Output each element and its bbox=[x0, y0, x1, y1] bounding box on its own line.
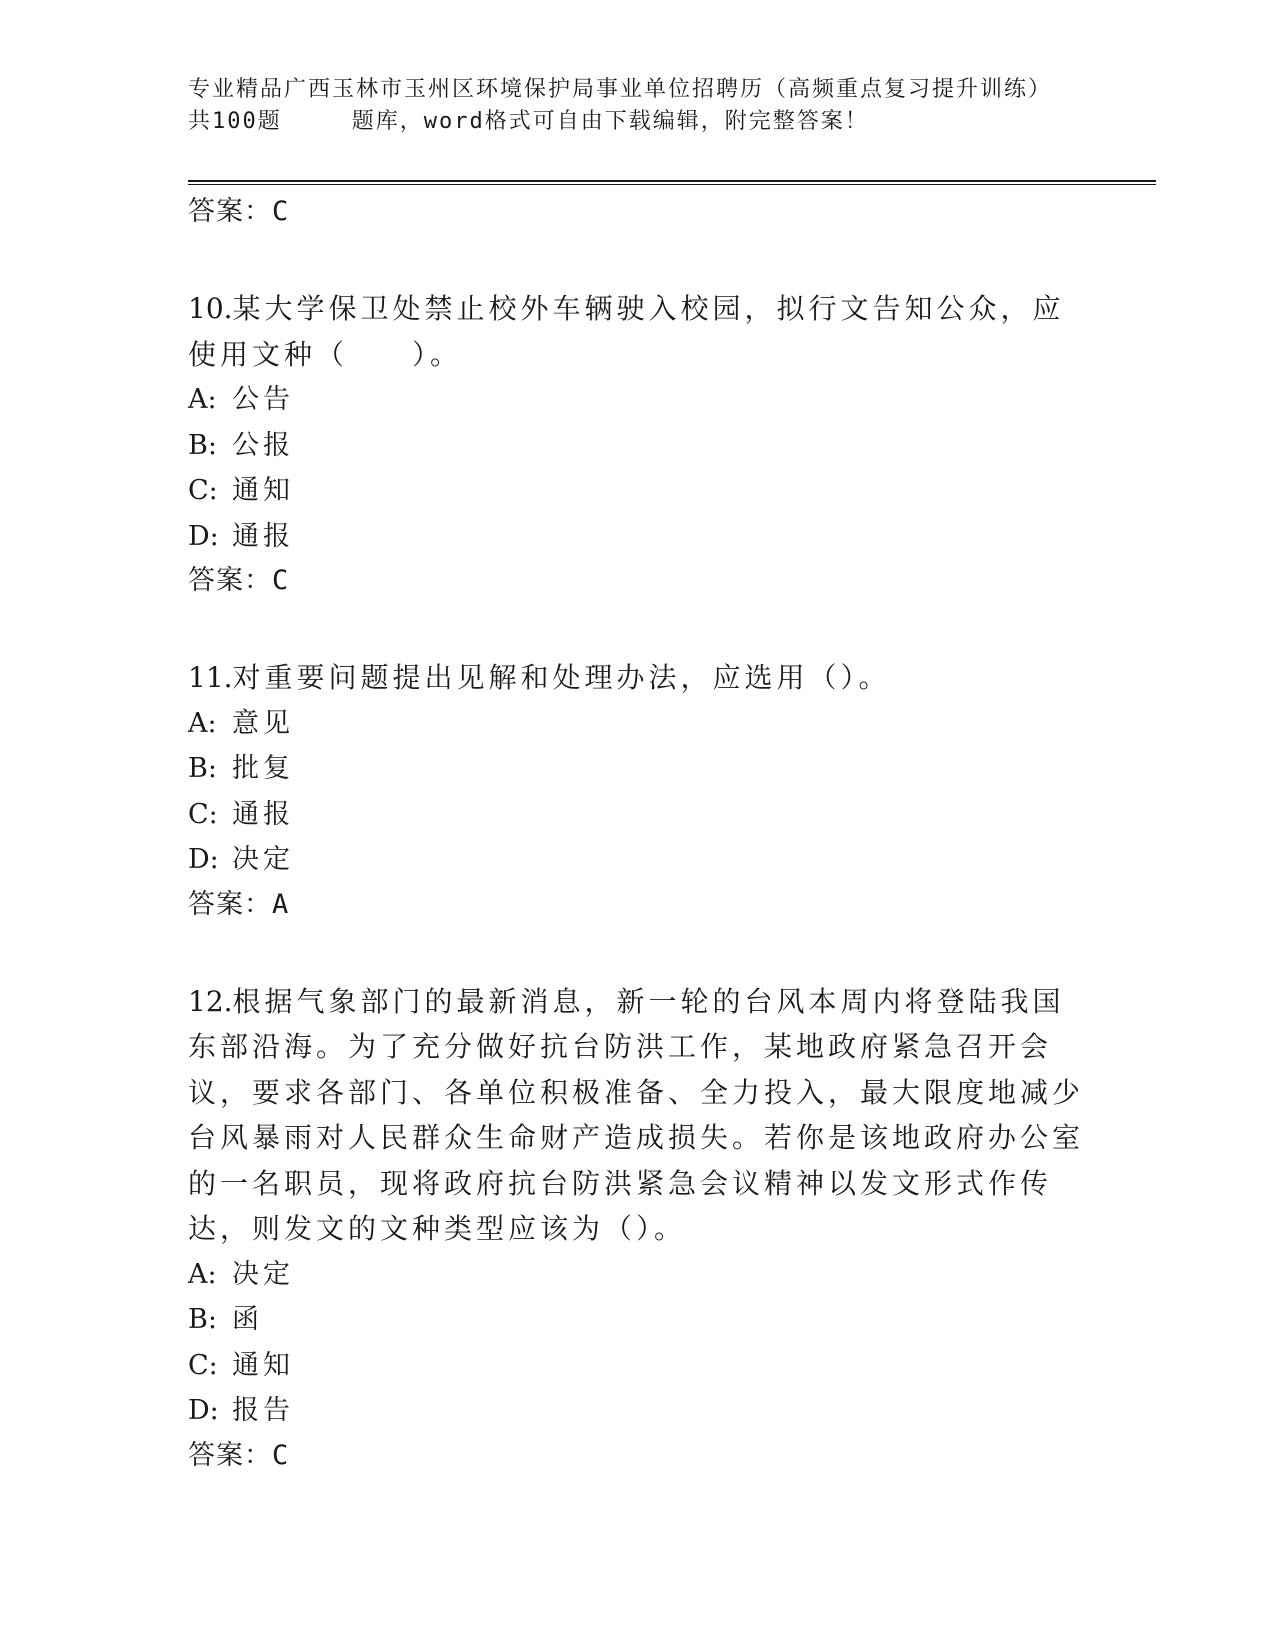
option-key: A: bbox=[188, 384, 217, 415]
option-text: 决定 bbox=[232, 1258, 294, 1290]
option-key: B: bbox=[188, 1304, 217, 1335]
answer-label: 答案： bbox=[188, 565, 272, 596]
option-key: C: bbox=[188, 798, 218, 830]
question-stem bbox=[188, 979, 1088, 1252]
question-block bbox=[188, 286, 1088, 603]
document-header bbox=[188, 74, 1088, 138]
header-subtitle-line bbox=[188, 106, 1088, 138]
question-text: 某大学保卫处禁止校外车辆驶入校园，拟行文告知公众，应使用文种（ ）。 bbox=[188, 292, 1065, 371]
answer-value: C bbox=[272, 565, 290, 596]
option-b bbox=[188, 423, 1088, 469]
answer-value: C bbox=[272, 1439, 290, 1471]
question-list bbox=[188, 190, 1088, 1478]
header-question-count: 共100题 bbox=[188, 109, 282, 134]
question-number: 12. bbox=[188, 984, 233, 1018]
question-answer bbox=[188, 559, 1088, 603]
question-answer bbox=[188, 883, 1088, 927]
option-key: D: bbox=[188, 844, 219, 875]
header-title-line: 专业精品广西玉林市玉州区环境保护局事业单位招聘历（高频重点复习提升训练） bbox=[188, 77, 1053, 102]
option-text: 通报 bbox=[232, 520, 294, 552]
option-b bbox=[188, 1297, 1088, 1343]
option-text: 通报 bbox=[232, 798, 294, 830]
option-text: 意见 bbox=[232, 707, 294, 739]
question-answer bbox=[188, 1434, 1088, 1478]
option-text: 公告 bbox=[232, 384, 294, 415]
question-number: 11. bbox=[188, 661, 233, 694]
header-divider-thin bbox=[188, 184, 1156, 185]
option-text: 决定 bbox=[232, 844, 294, 875]
option-key: A: bbox=[188, 1258, 217, 1290]
option-key: B: bbox=[188, 429, 217, 461]
option-c bbox=[188, 792, 1088, 838]
option-text: 批复 bbox=[232, 753, 294, 784]
question-number: 10. bbox=[188, 292, 233, 325]
option-key: D: bbox=[188, 520, 219, 552]
option-key: B: bbox=[188, 753, 217, 784]
question-block bbox=[188, 979, 1088, 1478]
question-text: 对重要问题提出见解和处理办法，应选用（）。 bbox=[232, 661, 891, 694]
option-text: 通知 bbox=[232, 1349, 294, 1381]
question-text: 根据气象部门的最新消息，新一轮的台风本周内将登陆我国东部沿海。为了充分做好抗台防洪工作，某地政府紧急召开会议，要求各部门、各单位积极准备、全力投入，最大限度地减少台风暴雨对人民群众生命财产造成损失。若你是该地政府办公室的一名职员，现将政府抗台防洪紧急会议精神以发文形式作传达，则发文的文种类型应该为（）。 bbox=[188, 984, 1085, 1245]
option-text: 公报 bbox=[232, 429, 294, 461]
option-a bbox=[188, 1252, 1088, 1298]
header-description: 题库，word格式可自由下载编辑，附完整答案！ bbox=[351, 109, 869, 134]
option-a bbox=[188, 701, 1088, 747]
option-d bbox=[188, 1388, 1088, 1434]
option-key: C: bbox=[188, 475, 218, 506]
question-stem bbox=[188, 655, 1088, 701]
answer-value: A bbox=[272, 888, 290, 920]
option-text: 函 bbox=[232, 1304, 263, 1335]
option-b bbox=[188, 746, 1088, 792]
option-text: 报告 bbox=[232, 1395, 294, 1426]
option-c bbox=[188, 468, 1088, 514]
answer-value: C bbox=[272, 196, 290, 227]
header-divider-thick bbox=[188, 180, 1156, 182]
option-d bbox=[188, 514, 1088, 560]
previous-answer bbox=[188, 190, 1088, 234]
option-text: 通知 bbox=[232, 475, 294, 506]
answer-label: 答案： bbox=[188, 1439, 272, 1471]
question-stem bbox=[188, 286, 1088, 377]
option-a bbox=[188, 377, 1088, 423]
option-key: D: bbox=[188, 1395, 219, 1426]
option-key: C: bbox=[188, 1349, 218, 1381]
option-c bbox=[188, 1343, 1088, 1389]
option-key: A: bbox=[188, 707, 217, 739]
answer-label: 答案： bbox=[188, 196, 272, 227]
answer-label: 答案： bbox=[188, 888, 272, 920]
question-block bbox=[188, 655, 1088, 927]
option-d bbox=[188, 837, 1088, 883]
